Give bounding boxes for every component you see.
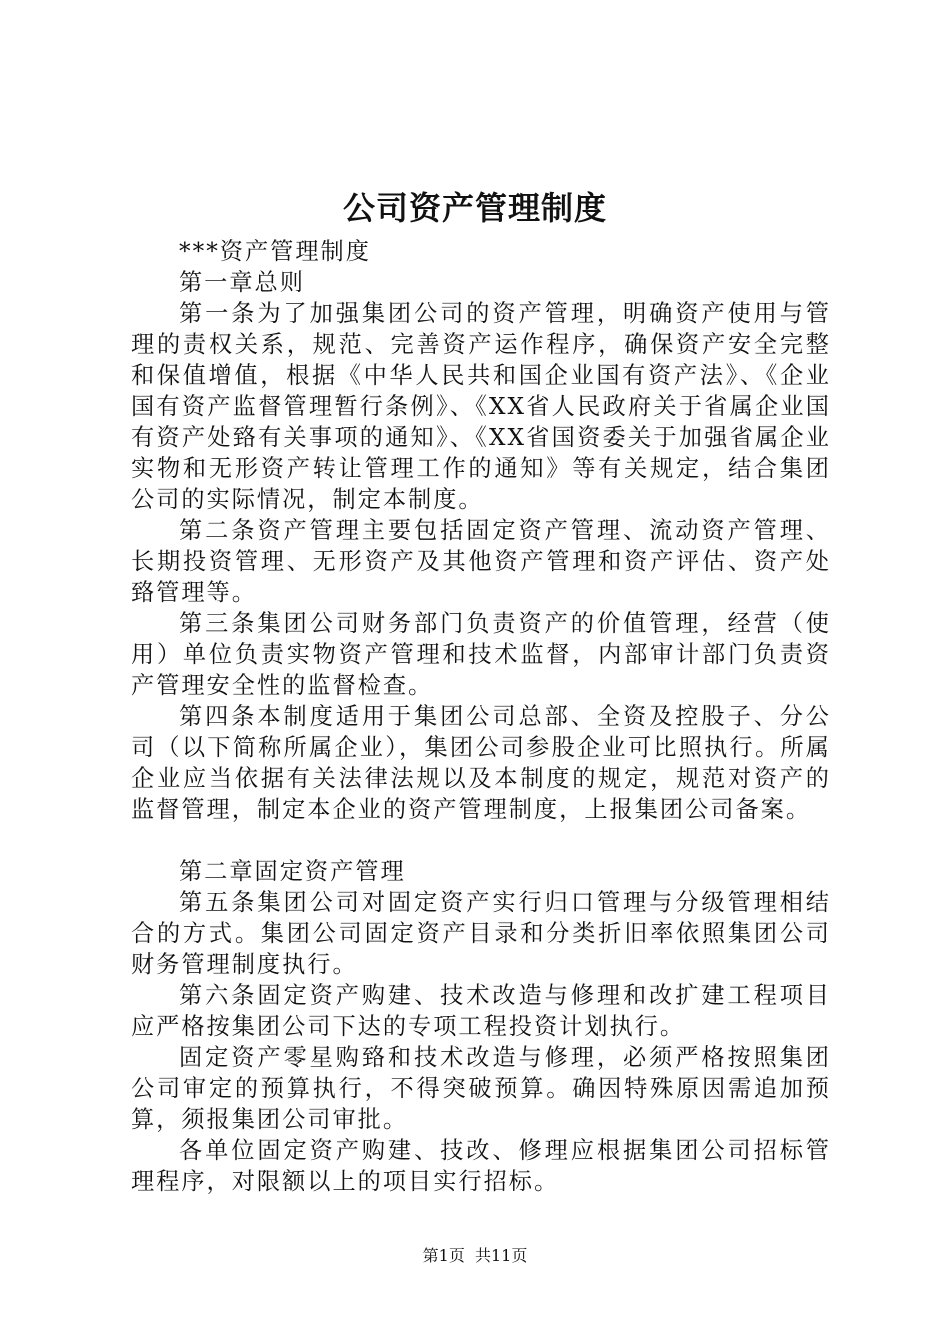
article-6-clause-2: 固定资产零星购臵和技术改造与修理，必须严格按照集团公司审定的预算执行，不得突破预算。确因特殊原因需追加预算，须报集团公司审批。 [131, 1044, 831, 1133]
subtitle: ***资产管理制度 [179, 238, 371, 265]
article-3: 第三条集团公司财务部门负责资产的价值管理，经营（使用）单位负责实物资产管理和技术监督，内部审计部门负责资产管理安全性的监督检查。 [131, 610, 831, 699]
article-6: 第六条固定资产购建、技术改造与修理和改扩建工程项目应严格按集团公司下达的专项工程投资计划执行。 [131, 982, 831, 1040]
document-body [131, 236, 831, 1197]
chapter-2-heading: 第二章固定资产管理 [179, 858, 406, 885]
paragraph-spacer [131, 825, 831, 856]
page-footer [0, 1245, 950, 1267]
page-number: 第1页 共11页 [422, 1246, 528, 1265]
article-1: 第一条为了加强集团公司的资产管理，明确资产使用与管理的责权关系，规范、完善资产运作程序，确保资产安全完整和保值增值，根据《中华人民共和国企业国有资产法》、《企业国有资产监督管理暂行条例》、《XX省人民政府关于省属企业国有资产处臵有关事项的通知》、《XX省国资委关于加强省属企业实物和无形资产转让管理工作的通知》等有关规定，结合集团公司的实际情况，制定本制度。 [131, 300, 831, 513]
article-2: 第二条资产管理主要包括固定资产管理、流动资产管理、长期投资管理、无形资产及其他资产管理和资产评估、资产处臵管理等。 [131, 517, 831, 606]
article-5: 第五条集团公司对固定资产实行归口管理与分级管理相结合的方式。集团公司固定资产目录和分类折旧率依照集团公司财务管理制度执行。 [131, 889, 831, 978]
document-title: 公司资产管理制度 [342, 189, 607, 227]
chapter-1-heading: 第一章总则 [179, 269, 305, 296]
article-6-clause-3: 各单位固定资产购建、技改、修理应根据集团公司招标管理程序，对限额以上的项目实行招标。 [131, 1137, 831, 1195]
article-4: 第四条本制度适用于集团公司总部、全资及控股子、分公司（以下简称所属企业），集团公司参股企业可比照执行。所属企业应当依据有关法律法规以及本制度的规定，规范对资产的监督管理，制定本企业的资产管理制度，上报集团公司备案。 [131, 703, 831, 823]
